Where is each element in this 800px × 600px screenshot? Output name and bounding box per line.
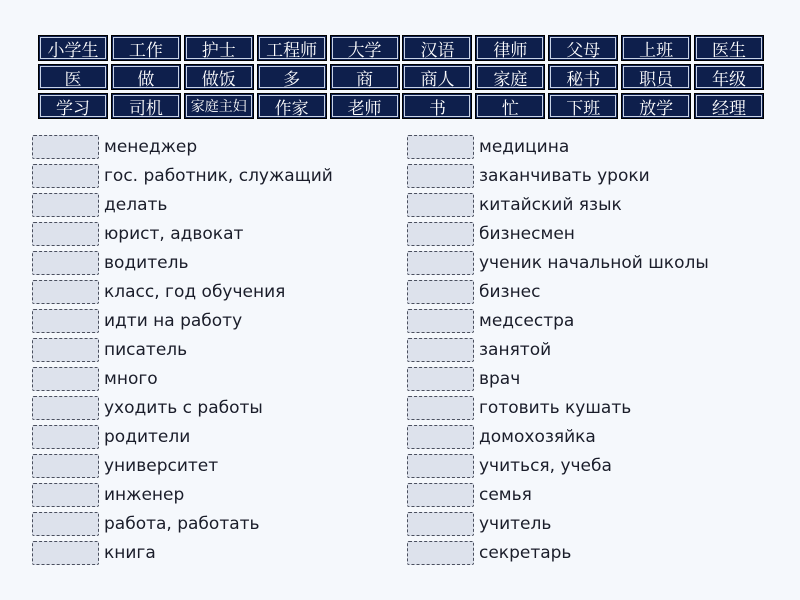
answer-tile[interactable]: 商人 [402, 64, 472, 90]
match-row [32, 451, 412, 480]
match-row [32, 509, 412, 538]
drop-slot[interactable] [32, 135, 99, 159]
drop-slot[interactable] [407, 164, 474, 188]
match-row [32, 393, 412, 422]
match-prompt-label: много [104, 368, 158, 389]
match-prompt-label: бизнесмен [479, 223, 575, 244]
drop-slot[interactable] [407, 222, 474, 246]
drop-slot[interactable] [32, 309, 99, 333]
match-prompt-label: книга [104, 542, 156, 563]
answer-tile[interactable]: 商 [330, 64, 400, 90]
drop-slot[interactable] [32, 222, 99, 246]
match-row [407, 306, 787, 335]
answer-tile[interactable]: 家庭主妇 [184, 93, 254, 119]
drop-slot[interactable] [32, 338, 99, 362]
match-prompt-label: китайский язык [479, 194, 622, 215]
drop-slot[interactable] [32, 367, 99, 391]
answer-tile[interactable]: 学习 [38, 93, 108, 119]
answer-tile[interactable]: 书 [402, 93, 472, 119]
answer-tile[interactable]: 上班 [621, 35, 691, 61]
match-row [407, 277, 787, 306]
match-prompt-label: гос. работник, служащий [104, 165, 333, 186]
match-row [407, 538, 787, 567]
match-row [407, 364, 787, 393]
match-prompt-label: секретарь [479, 542, 572, 563]
drop-slot[interactable] [407, 251, 474, 275]
match-prompt-label: инженер [104, 484, 185, 505]
match-prompt-label: менеджер [104, 136, 198, 157]
match-row [407, 190, 787, 219]
drop-slot[interactable] [407, 338, 474, 362]
drop-slot[interactable] [407, 483, 474, 507]
match-row [32, 190, 412, 219]
answer-tile[interactable]: 大学 [330, 35, 400, 61]
match-prompt-label: работа, работать [104, 513, 260, 534]
answer-tile[interactable]: 忙 [475, 93, 545, 119]
answer-tile[interactable]: 经理 [694, 93, 764, 119]
drop-slot[interactable] [407, 135, 474, 159]
match-prompt-label: делать [104, 194, 168, 215]
answer-tile[interactable]: 工程师 [257, 35, 327, 61]
answer-tile[interactable]: 多 [257, 64, 327, 90]
match-row [32, 277, 412, 306]
match-prompt-label: учиться, учеба [479, 455, 612, 476]
drop-slot[interactable] [32, 541, 99, 565]
match-column-right [407, 132, 787, 567]
match-row [32, 219, 412, 248]
drop-slot[interactable] [407, 512, 474, 536]
answer-tile[interactable]: 医生 [694, 35, 764, 61]
match-row [407, 219, 787, 248]
drop-slot[interactable] [407, 309, 474, 333]
match-prompt-label: университет [104, 455, 219, 476]
drop-slot[interactable] [32, 280, 99, 304]
answer-tile[interactable]: 工作 [111, 35, 181, 61]
match-row [32, 364, 412, 393]
match-row [32, 248, 412, 277]
match-row [32, 335, 412, 364]
match-row [407, 451, 787, 480]
tile-bank [38, 35, 762, 119]
match-prompt-label: заканчивать уроки [479, 165, 650, 186]
match-prompt-label: врач [479, 368, 521, 389]
answer-tile[interactable]: 家庭 [475, 64, 545, 90]
match-prompt-label: готовить кушать [479, 397, 632, 418]
answer-tile[interactable]: 小学生 [38, 35, 108, 61]
match-prompt-label: домохозяйка [479, 426, 596, 447]
drop-slot[interactable] [32, 512, 99, 536]
match-prompt-label: юрист, адвокат [104, 223, 244, 244]
match-prompt-label: семья [479, 484, 532, 505]
match-prompt-label: родители [104, 426, 191, 447]
answer-tile[interactable]: 医 [38, 64, 108, 90]
match-prompt-label: идти на работу [104, 310, 243, 331]
drop-slot[interactable] [32, 396, 99, 420]
match-prompt-label: медицина [479, 136, 570, 157]
match-row [407, 161, 787, 190]
drop-slot[interactable] [407, 396, 474, 420]
answer-tile[interactable]: 汉语 [402, 35, 472, 61]
drop-slot[interactable] [32, 251, 99, 275]
answer-tile[interactable]: 职员 [621, 64, 691, 90]
answer-tile[interactable]: 下班 [548, 93, 618, 119]
match-prompt-label: класс, год обучения [104, 281, 286, 302]
match-row [407, 480, 787, 509]
drop-slot[interactable] [32, 425, 99, 449]
drop-slot[interactable] [407, 425, 474, 449]
match-prompt-label: водитель [104, 252, 189, 273]
answer-tile[interactable]: 年级 [694, 64, 764, 90]
match-row [407, 509, 787, 538]
answer-tile[interactable]: 秘书 [548, 64, 618, 90]
answer-tile[interactable]: 父母 [548, 35, 618, 61]
match-prompt-label: медсестра [479, 310, 575, 331]
answer-tile[interactable]: 放学 [621, 93, 691, 119]
match-row [32, 480, 412, 509]
answer-tile[interactable]: 老师 [330, 93, 400, 119]
match-column-left [32, 132, 412, 567]
drop-slot[interactable] [407, 280, 474, 304]
answer-tile[interactable]: 做饭 [184, 64, 254, 90]
drop-slot[interactable] [407, 454, 474, 478]
match-prompt-label: ученик начальной школы [479, 252, 709, 273]
match-prompt-label: учитель [479, 513, 552, 534]
drop-slot[interactable] [32, 454, 99, 478]
match-prompt-label: писатель [104, 339, 188, 360]
match-row [407, 335, 787, 364]
match-prompt-label: занятой [479, 339, 552, 360]
drop-slot[interactable] [32, 483, 99, 507]
match-row [407, 248, 787, 277]
match-prompt-label: уходить с работы [104, 397, 263, 418]
match-row [32, 306, 412, 335]
drop-slot[interactable] [407, 193, 474, 217]
match-row [32, 538, 412, 567]
match-row [407, 132, 787, 161]
match-row [32, 422, 412, 451]
drop-slot[interactable] [407, 541, 474, 565]
drop-slot[interactable] [407, 367, 474, 391]
answer-tile[interactable]: 做 [111, 64, 181, 90]
answer-tile[interactable]: 作家 [257, 93, 327, 119]
answer-tile[interactable]: 司机 [111, 93, 181, 119]
match-row [32, 161, 412, 190]
answer-tile[interactable]: 律师 [475, 35, 545, 61]
match-prompt-label: бизнес [479, 281, 541, 302]
drop-slot[interactable] [32, 164, 99, 188]
answer-tile[interactable]: 护士 [184, 35, 254, 61]
drop-slot[interactable] [32, 193, 99, 217]
match-row [407, 422, 787, 451]
match-row [407, 393, 787, 422]
match-row [32, 132, 412, 161]
